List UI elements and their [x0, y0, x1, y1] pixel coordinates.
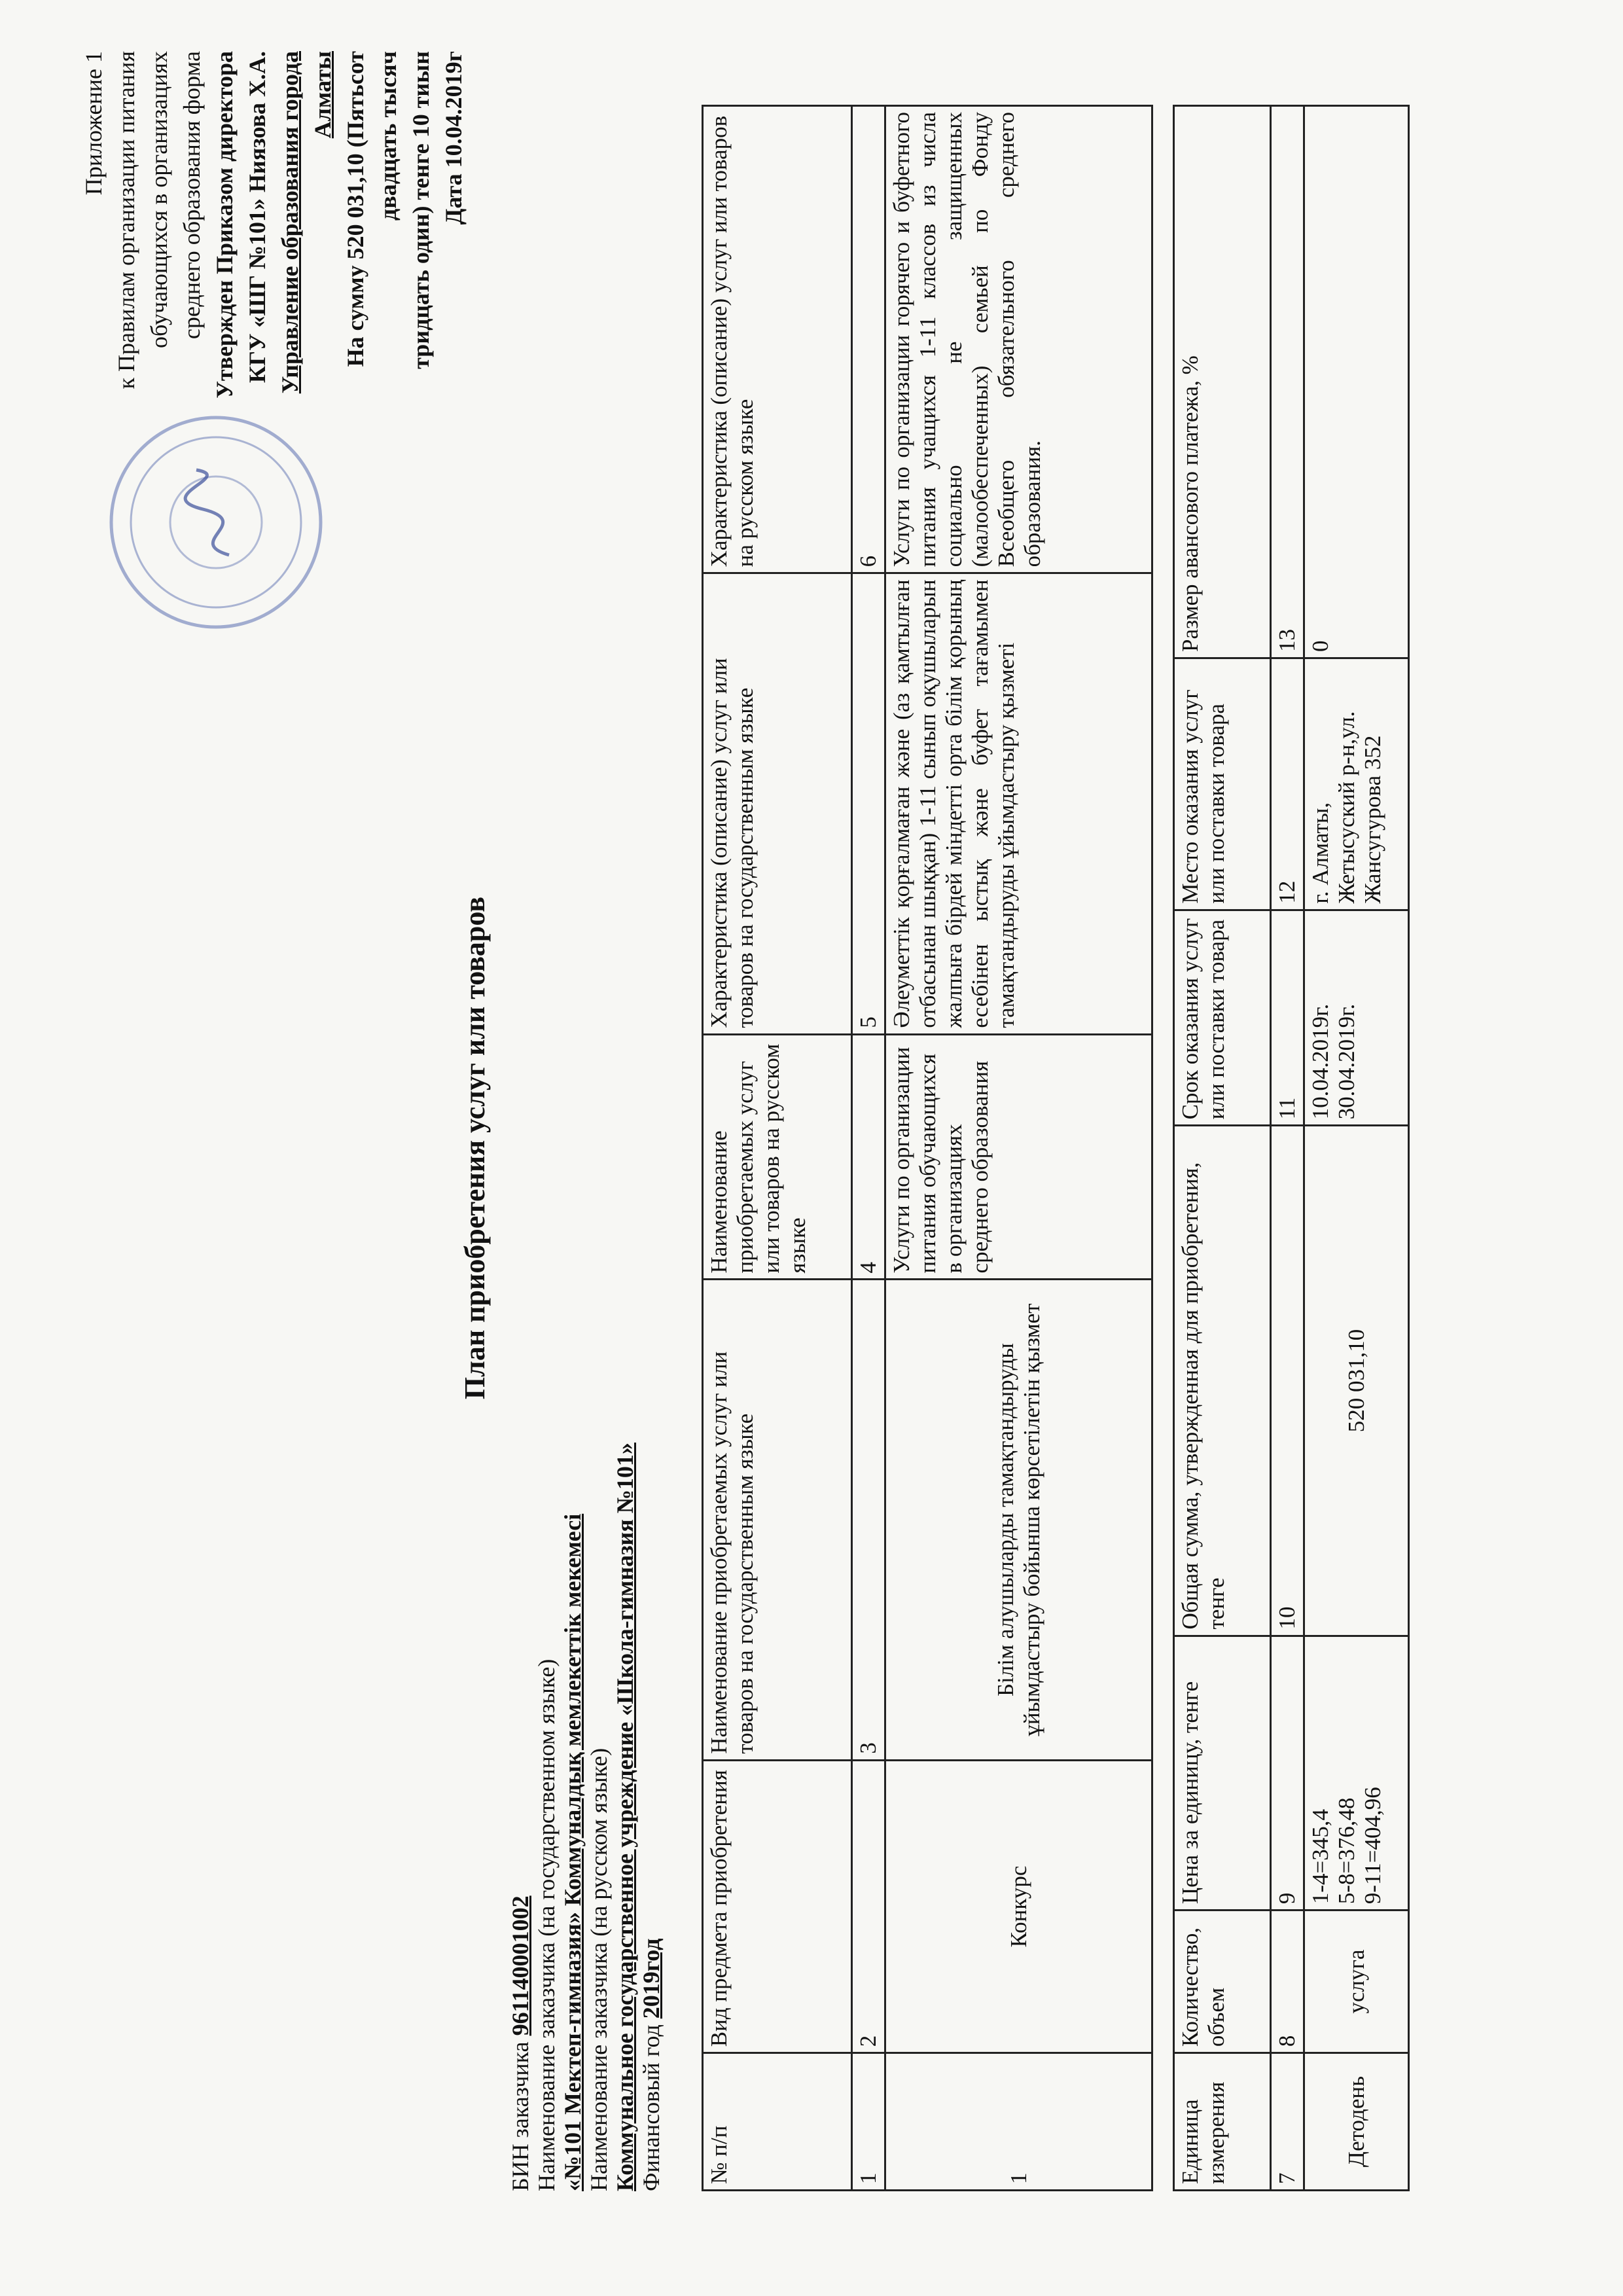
table1-cell-num: 1	[885, 2053, 1152, 2191]
table2-number-cell: 7	[1271, 2053, 1304, 2191]
name-ru-label: Наименование заказчика (на русском языке)	[586, 1748, 612, 2191]
purchase-table-2	[1173, 105, 1410, 2191]
official-seal	[105, 411, 327, 634]
approved-by: Утвержден Приказом директора	[211, 51, 238, 399]
page-title: План приобретения услуг или товаров	[459, 896, 491, 1400]
table1-number-cell: 1	[852, 2053, 885, 2191]
table1-cell-name-ru: Услуги по организации питания обучающихся в организациях среднего образования	[885, 1034, 1152, 1280]
name-ru-value: Коммунальное государственное учреждение «Школа-гимназия №101»	[612, 1443, 638, 2191]
term-start: 10.04.2019г.	[1308, 1003, 1333, 1120]
table1-header-row	[703, 106, 852, 2191]
place-line: Жансугурова 352	[1360, 735, 1385, 904]
approval-block	[77, 51, 470, 444]
table1-header-cell: Характеристика (описание) услуг или товаров на русском языке	[703, 106, 852, 573]
table1-number-cell: 3	[852, 1280, 885, 1760]
table2-header-cell: Место оказания услуг или поставки товара	[1174, 658, 1271, 910]
price-line: 5-8=376,48	[1334, 1797, 1359, 1905]
approved-sum: На сумму 520 031,10 (Пятьсот двадцать тысяч	[342, 51, 401, 367]
approved-sum-words: тридцать один) тенге 10 тиын	[408, 51, 434, 369]
table2-cell-quantity: услуга	[1304, 1910, 1409, 2053]
approval-date: Дата 10.04.2019г	[440, 51, 467, 225]
table2-cell-advance: 0	[1304, 106, 1409, 658]
table1-cell-desc-kz: Әлеуметтік қорғалмаған және (аз қамтылған отбасынан шыққан) 1-11 сынып оқушыларын жалпыға бірдей міндетті орта білім қорының есебінен ыстық және буфет тағамымен тамақтандыруды ұйымдастыру қызметі	[885, 573, 1152, 1034]
price-line: 9-11=404,96	[1360, 1787, 1385, 1905]
table2-number-cell: 12	[1271, 658, 1304, 910]
table1-header-cell: Наименование приобретаемых услуг или товаров на русском языке	[703, 1034, 852, 1280]
name-kz-value: «№101 Мектеп-гимназия» Коммуналдық мемлекеттік мекемесі	[560, 1513, 586, 2191]
table2-header-cell: Общая сумма, утвержденная для приобретения, тенге	[1174, 1126, 1271, 1636]
term-end: 30.04.2019г.	[1334, 1003, 1359, 1120]
table1-number-cell: 4	[852, 1034, 885, 1280]
table2-number-cell: 9	[1271, 1636, 1304, 1910]
customer-info	[507, 1443, 664, 2191]
table2-number-cell: 10	[1271, 1126, 1304, 1636]
table2-cell-place	[1304, 658, 1409, 910]
table1-number-cell: 5	[852, 573, 885, 1034]
table2-cell-price	[1304, 1636, 1409, 1910]
table1-cell-desc-ru: Услуги по организации горячего и буфетного питания учащихся 1-11 классов из числа социально не защищенных (малообеспеченных) семьей по Фонду Всеобщего обязательного среднего образования.	[885, 106, 1152, 573]
table1-number-cell: 6	[852, 106, 885, 573]
place-line: Жетысуский р-н,ул.	[1334, 711, 1359, 904]
price-line: 1-4=345,4	[1308, 1808, 1333, 1905]
table2-header-cell: Единица измерения	[1174, 2053, 1271, 2191]
purchase-table-1	[702, 105, 1153, 2191]
rules-reference-2: обучающихся в организациях	[146, 51, 172, 348]
bin-line	[507, 1443, 533, 2191]
rules-reference-3: среднего образования форма	[179, 51, 205, 340]
approver-name: КГУ «ШГ №101» Ниязова Х.А.	[244, 51, 270, 384]
table2-header-cell: Количество, объем	[1174, 1910, 1271, 2053]
table2-number-cell: 13	[1271, 106, 1304, 658]
table1-header-cell: Наименование приобретаемых услуг или товаров на государственным языке	[703, 1280, 852, 1760]
table1-number-row	[852, 106, 885, 2191]
table1-cell-type: Конкурс	[885, 1760, 1152, 2053]
table1-cell-name-kz: Білім алушыларды тамақтандыруды ұйымдастыру бойынша көрсетілетін қызмет	[885, 1280, 1152, 1760]
table2-cell-term	[1304, 910, 1409, 1126]
table1-header-cell: № п/п	[703, 2053, 852, 2191]
rules-reference: к Правилам организации питания	[113, 51, 139, 389]
table2-number-cell: 11	[1271, 910, 1304, 1126]
table-row	[1304, 106, 1409, 2191]
table2-header-cell: Срок оказания услуг или поставки товара	[1174, 910, 1271, 1126]
bin-value: 961140001002	[507, 1895, 533, 2036]
table2-number-row	[1271, 106, 1304, 2191]
table2-cell-unit: Детодень	[1304, 2053, 1409, 2191]
table2-number-cell: 8	[1271, 1910, 1304, 2053]
table1-header-cell: Характеристика (описание) услуг или товаров на государственным языке	[703, 573, 852, 1034]
department-name: Управление образования города Алматы	[277, 51, 336, 394]
appendix-label: Приложение 1	[80, 51, 107, 196]
table2-header-cell: Цена за единицу, тенге	[1174, 1636, 1271, 1910]
place-line: г. Алматы,	[1308, 802, 1333, 904]
table-row	[885, 106, 1152, 2191]
table2-header-row	[1174, 106, 1271, 2191]
year-label: Финансовый год	[638, 2018, 664, 2191]
table2-cell-total: 520 031,10	[1304, 1126, 1409, 1636]
table1-header-cell: Вид предмета приобретения	[703, 1760, 852, 2053]
name-kz-label: Наименование заказчика (на государственном языке)	[533, 1659, 560, 2191]
bin-label: БИН заказчика	[507, 2036, 533, 2191]
table1-number-cell: 2	[852, 1760, 885, 2053]
table2-header-cell: Размер авансового платежа, %	[1174, 106, 1271, 658]
year-line	[638, 1443, 664, 2191]
year-value: 2019год	[638, 1938, 664, 2019]
